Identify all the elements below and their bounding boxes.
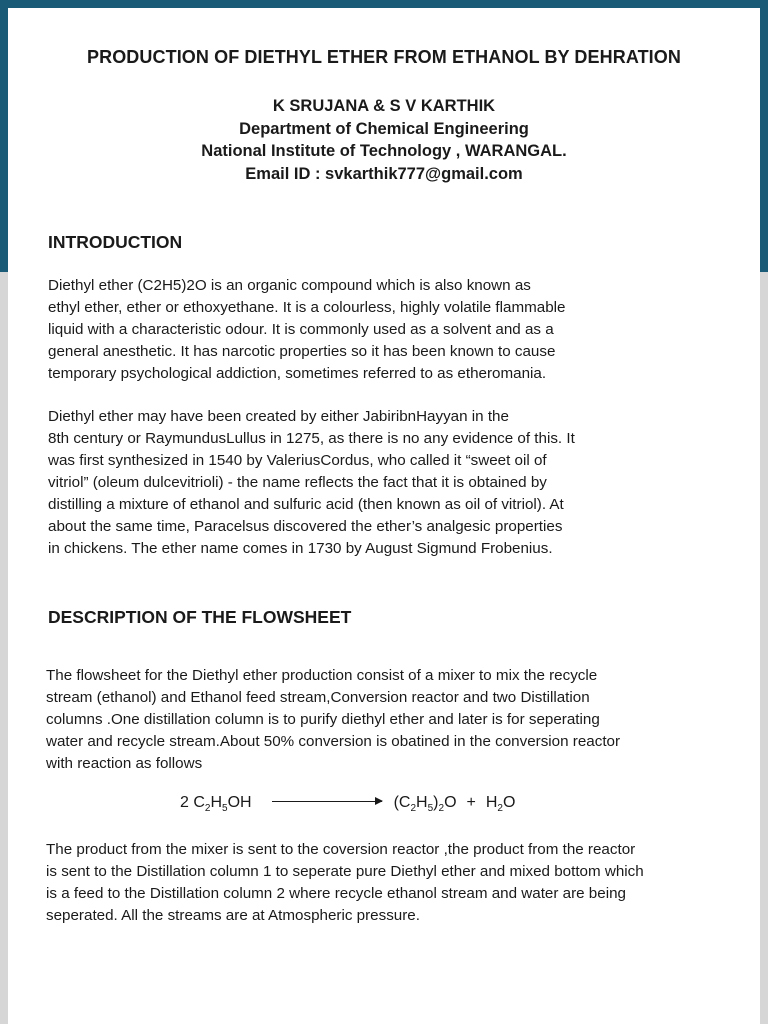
introduction-heading: INTRODUCTION bbox=[48, 232, 183, 252]
text-line: columns .One distillation column is to purify diethyl ether and later is for seperating bbox=[46, 711, 600, 728]
text-line: distilling a mixture of ethanol and sulfuric acid (then known as oil of vitriol). At bbox=[48, 496, 564, 513]
document-title: PRODUCTION OF DIETHYL ETHER FROM ETHANOL BY DEHRATION bbox=[87, 47, 681, 67]
text-line: Diethyl ether (C2H5)2O is an organic compound which is also known as bbox=[48, 277, 531, 294]
flowsheet-paragraph-2 bbox=[46, 839, 644, 927]
text-line: temporary psychological addiction, sometimes referred to as etheromania. bbox=[48, 365, 547, 382]
flowsheet-paragraph-1 bbox=[46, 665, 620, 775]
text-line: vitriol” (oleum dulcevitrioli) - the name reflects the fact that it is obtained by bbox=[48, 474, 547, 491]
equation-plus: + bbox=[466, 794, 476, 811]
equation-product-water: $H_2O$ bbox=[485, 794, 516, 815]
author-block bbox=[8, 95, 760, 185]
text-line: The product from the mixer is sent to the coversion reactor ,the product from the reactor bbox=[46, 841, 636, 858]
text-line: stream (ethanol) and Ethanol feed stream,Conversion reactor and two Distillation bbox=[46, 689, 590, 706]
author-institute: National Institute of Technology , WARANGAL. bbox=[201, 142, 567, 160]
text-line: seperated. All the streams are at Atmospheric pressure. bbox=[46, 907, 420, 924]
text-line: general anesthetic. It has narcotic properties so it has been known to cause bbox=[48, 343, 556, 360]
text-line: The flowsheet for the Diethyl ether production consist of a mixer to mix the recycle bbox=[46, 667, 598, 684]
text-line: was first synthesized in 1540 by ValeriusCordus, who called it “sweet oil of bbox=[48, 452, 547, 469]
text-line: liquid with a characteristic odour. It is commonly used as a solvent and as a bbox=[48, 321, 554, 338]
introduction-paragraph-2 bbox=[48, 406, 575, 560]
text-line: in chickens. The ether name comes in 1730 by August Sigmund Frobenius. bbox=[48, 540, 553, 557]
introduction-paragraph-1 bbox=[48, 275, 566, 385]
text-line: about the same time, Paracelsus discovered the ether’s analgesic properties bbox=[48, 518, 563, 535]
equation-reactant: 2 $C_2H_5OH$ bbox=[180, 794, 252, 815]
text-line: is sent to the Distillation column 1 to seperate pure Diethyl ether and mixed bottom which bbox=[46, 863, 644, 880]
author-email: Email ID : svkarthik777@gmail.com bbox=[245, 164, 523, 183]
reaction-arrow-icon bbox=[272, 801, 382, 802]
author-department: Department of Chemical Engineering bbox=[239, 119, 529, 138]
text-line: with reaction as follows bbox=[46, 755, 203, 772]
flowsheet-heading: DESCRIPTION OF THE FLOWSHEET bbox=[48, 607, 352, 627]
text-line: ethyl ether, ether or ethoxyethane. It is a colourless, highly volatile flammable bbox=[48, 299, 566, 316]
text-line: Diethyl ether may have been created by either JabiribnHayyan in the bbox=[48, 408, 509, 425]
text-line: 8th century or RaymundusLullus in 1275, as there is no any evidence of this. It bbox=[48, 430, 575, 447]
author-names: K SRUJANA & S V KARTHIK bbox=[272, 97, 496, 115]
document-page bbox=[8, 8, 760, 1024]
text-line: is a feed to the Distillation column 2 where recycle ethanol stream and water are being bbox=[46, 885, 626, 902]
reaction-equation bbox=[180, 794, 515, 814]
equation-product-ether: $(C_2H_5)_2O$ bbox=[393, 794, 457, 815]
text-line: water and recycle stream.About 50% conversion is obatined in the conversion reactor bbox=[46, 733, 621, 750]
